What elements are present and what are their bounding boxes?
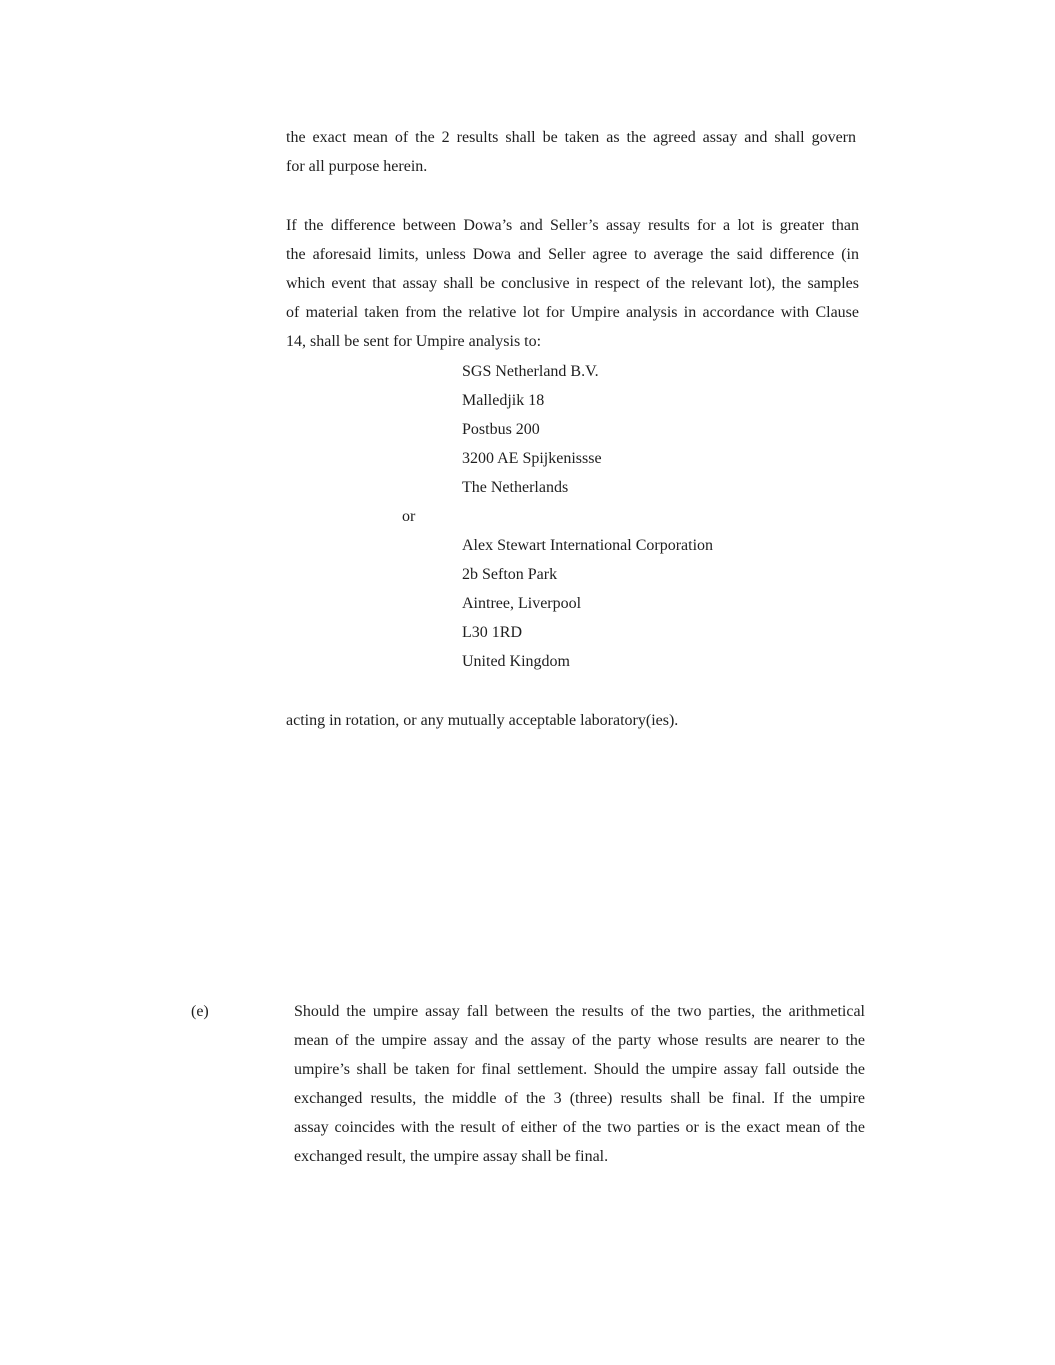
text-line: the aforesaid limits, unless Dowa and Seller agree to average the said difference (in <box>286 246 859 263</box>
or-separator: or <box>402 508 416 525</box>
address-line: United Kingdom <box>462 653 570 670</box>
text-line: Should the umpire assay fall between the results of the two parties, the arithmetical <box>294 1003 865 1020</box>
address-line: 3200 AE Spijkenissse <box>462 450 602 467</box>
text-line: the exact mean of the 2 results shall be taken as the agreed assay and shall govern <box>286 129 856 146</box>
text-line: assay coincides with the result of either of the two parties or is the exact mean of the <box>294 1119 865 1136</box>
text-line: umpire’s shall be taken for final settlement. Should the umpire assay fall outside the <box>294 1061 865 1078</box>
text-line: 14, shall be sent for Umpire analysis to: <box>286 333 542 350</box>
text-line: exchanged results, the middle of the 3 (three) results shall be final. If the umpire <box>294 1090 865 1107</box>
address-line: Alex Stewart International Corporation <box>462 537 714 554</box>
address-line: L30 1RD <box>462 624 522 641</box>
address-alex-stewart <box>462 531 713 676</box>
address-line: SGS Netherland B.V. <box>462 363 599 380</box>
address-sgs-netherland <box>462 357 602 502</box>
text-line: which event that assay shall be conclusive in respect of the relevant lot), the samples <box>286 275 859 292</box>
clause-e-text <box>294 997 865 1171</box>
text-line: exchanged result, the umpire assay shall be final. <box>294 1148 609 1165</box>
address-line: 2b Sefton Park <box>462 566 558 583</box>
paragraph-mean-results <box>286 123 856 181</box>
clause-label: (e) <box>191 1003 209 1020</box>
text-line: mean of the umpire assay and the assay of the party whose results are nearer to the <box>294 1032 865 1049</box>
paragraph-umpire-analysis <box>286 211 859 356</box>
address-line: Aintree, Liverpool <box>462 595 582 612</box>
address-line: Malledjik 18 <box>462 392 545 409</box>
paragraph-rotation: acting in rotation, or any mutually acceptable laboratory(ies). <box>286 712 679 729</box>
text-line: If the difference between Dowa’s and Seller’s assay results for a lot is greater than <box>286 217 859 234</box>
text-line: of material taken from the relative lot for Umpire analysis in accordance with Clause <box>286 304 859 321</box>
text-line: for all purpose herein. <box>286 158 428 175</box>
address-line: The Netherlands <box>462 479 569 496</box>
address-line: Postbus 200 <box>462 421 540 438</box>
